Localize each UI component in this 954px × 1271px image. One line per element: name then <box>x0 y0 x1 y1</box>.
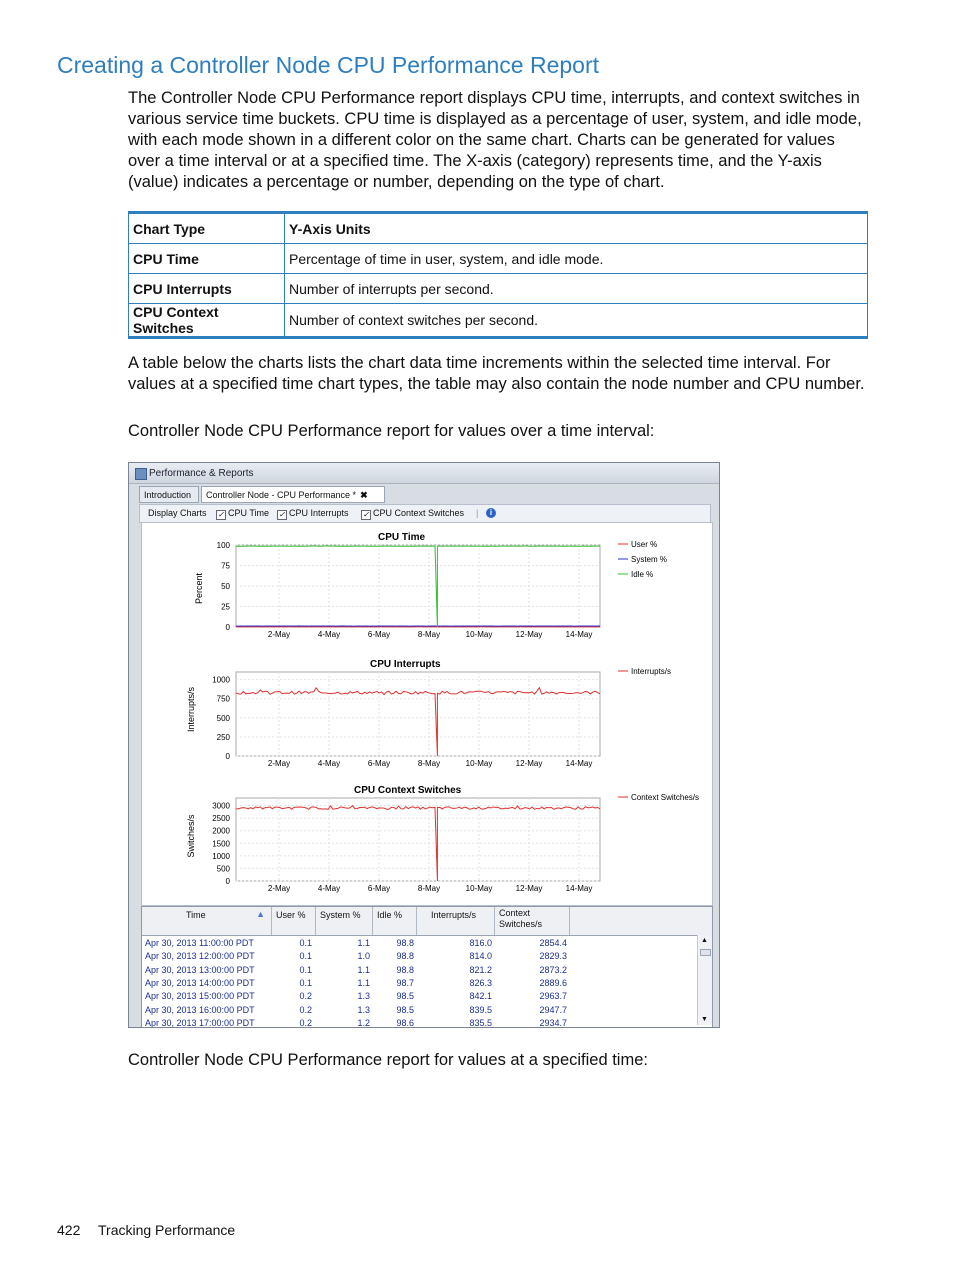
table-cell: Apr 30, 2013 14:00:00 PDT <box>145 977 255 988</box>
table-cell: 98.8 <box>396 951 414 962</box>
table-cell: 835.5 <box>469 1017 492 1028</box>
y-tick-label: 0 <box>225 752 230 761</box>
y-tick-label: 2500 <box>212 814 230 824</box>
scroll-down-icon[interactable]: ▼ <box>701 1016 708 1023</box>
table-cell: Apr 30, 2013 16:00:00 PDT <box>145 1004 255 1015</box>
table-row[interactable] <box>142 937 697 950</box>
table-cell: 842.1 <box>469 991 492 1002</box>
x-tick-label: 12-May <box>515 759 543 768</box>
table-cell: 2947.7 <box>539 1004 567 1015</box>
x-tick-label: 12-May <box>515 630 543 639</box>
x-tick-label: 6-May <box>367 884 391 893</box>
x-tick-label: 8-May <box>417 630 441 639</box>
legend-label: Context Switches/s <box>631 793 700 802</box>
column-label: System % <box>320 910 361 920</box>
table-cell: 98.8 <box>396 938 414 948</box>
table-cell: Apr 30, 2013 17:00:00 PDT <box>145 1017 255 1028</box>
table-cell: 0.2 <box>299 1017 312 1028</box>
tab-controller-node-cpu[interactable] <box>201 486 385 503</box>
y-tick-label: 500 <box>216 864 230 874</box>
checkbox-label: CPU Context Switches <box>373 508 465 518</box>
column-context-switches[interactable] <box>495 907 570 935</box>
table-row[interactable] <box>142 1017 697 1028</box>
table-cell: Apr 30, 2013 13:00:00 PDT <box>145 964 255 975</box>
table-row[interactable] <box>142 990 697 1003</box>
intro-paragraph: The Controller Node CPU Performance report displays CPU time, interrupts, and context switches in various service time buckets. CPU time is displayed as a percentage of user, system, and idle mode, with each mode shown in a different color on the same chart. Charts can be generated for values over a time interval or at a specified time. The X-axis (category) represents time, and the Y-axis (value) indicates a percentage or number, depending on the type of chart. <box>128 89 862 191</box>
column-label: User % <box>276 910 306 920</box>
cpu-interrupts-checkbox[interactable] <box>277 505 349 522</box>
table-cell: Apr 30, 2013 12:00:00 PDT <box>145 951 255 962</box>
x-tick-label: 10-May <box>465 630 493 639</box>
table-cell: 0.1 <box>299 977 312 988</box>
checkbox-label: CPU Interrupts <box>289 508 349 518</box>
column-label: Idle % <box>377 910 403 920</box>
page-footer <box>57 1222 235 1238</box>
table-header-row <box>129 213 868 244</box>
sort-ascending-icon: ▲ <box>256 909 265 919</box>
column-user[interactable] <box>272 907 316 935</box>
x-tick-label: 14-May <box>565 884 593 893</box>
y-tick-label: 1000 <box>212 675 230 685</box>
performance-report-screenshot <box>128 462 720 1028</box>
column-label: Context Switches/s <box>499 908 543 929</box>
scrollbar-thumb[interactable] <box>700 949 711 956</box>
y-tick-label: 1000 <box>212 851 230 861</box>
table-cell: 1.1 <box>357 964 370 975</box>
table-cell: 1.2 <box>357 1017 370 1028</box>
table-cell: 0.1 <box>299 964 312 975</box>
charts-panel <box>141 522 713 906</box>
y-axis-units-table <box>128 211 868 339</box>
table-cell: 814.0 <box>469 951 492 962</box>
x-tick-label: 14-May <box>565 630 593 639</box>
data-table <box>141 906 713 1028</box>
section-heading: Creating a Controller Node CPU Performance Report <box>57 52 600 78</box>
x-tick-label: 8-May <box>417 884 441 893</box>
y-axis-label: Interrupts/s <box>186 686 196 732</box>
legend-label: Interrupts/s <box>631 667 672 676</box>
tab-label: Introduction <box>144 490 192 500</box>
table-cell: Apr 30, 2013 11:00:00 PDT <box>145 938 254 948</box>
x-tick-label: 2-May <box>267 630 291 639</box>
table-cell: 2854.4 <box>539 938 567 948</box>
scroll-up-icon[interactable]: ▲ <box>701 937 708 944</box>
y-axis-label: Switches/s <box>186 814 196 858</box>
table-cell: 98.6 <box>396 1017 414 1028</box>
interval-caption: Controller Node CPU Performance report for values over a time interval: <box>128 422 655 440</box>
y-tick-label: 0 <box>225 623 230 632</box>
table-cell: 98.5 <box>396 1004 414 1015</box>
cpu-context-switches-checkbox[interactable] <box>361 505 464 522</box>
x-tick-label: 4-May <box>317 630 341 639</box>
checkbox-checked-icon: ✓ <box>362 510 370 519</box>
x-tick-label: 2-May <box>267 884 291 893</box>
charts-svg <box>142 523 712 905</box>
column-system[interactable] <box>316 907 373 935</box>
x-tick-label: 14-May <box>565 759 593 768</box>
page-number: 422 <box>57 1222 81 1238</box>
y-tick-label: 750 <box>216 694 230 704</box>
y-tick-label: 25 <box>221 602 230 612</box>
y-tick-label: 1500 <box>212 839 230 849</box>
checkbox-label: CPU Time <box>228 508 270 518</box>
table-cell: 0.2 <box>299 991 312 1002</box>
x-tick-label: 8-May <box>417 759 441 768</box>
table-row <box>129 244 868 274</box>
legend-label: System % <box>631 555 668 564</box>
x-tick-label: 2-May <box>267 759 291 768</box>
vertical-scrollbar[interactable] <box>697 935 712 1025</box>
table-cell: 2934.7 <box>539 1017 567 1028</box>
table-cell: 821.2 <box>469 964 492 975</box>
table-cell: 1.1 <box>357 977 370 988</box>
legend-label: Idle % <box>631 570 654 579</box>
x-tick-label: 4-May <box>317 759 341 768</box>
column-interrupts[interactable] <box>417 907 495 935</box>
chart-title: CPU Interrupts <box>370 659 441 670</box>
y-tick-label: 500 <box>216 713 230 723</box>
window-title: Performance & Reports <box>149 468 254 479</box>
close-icon[interactable]: ✖ <box>360 490 368 500</box>
data-table-header <box>142 907 712 936</box>
chart-title: CPU Time <box>378 532 426 543</box>
table-cell: 2889.6 <box>539 977 567 988</box>
table-cell: 816.0 <box>469 938 492 948</box>
toolbar-separator: | <box>476 508 479 518</box>
table-cell: 0.1 <box>299 938 312 948</box>
window-titlebar <box>129 463 719 484</box>
column-label: Interrupts/s <box>431 910 477 920</box>
table-row[interactable] <box>142 950 697 963</box>
table-row[interactable] <box>142 1004 697 1017</box>
table-row[interactable] <box>142 964 697 977</box>
tab-bar <box>139 486 711 504</box>
x-tick-label: 4-May <box>317 884 341 893</box>
specified-time-caption: Controller Node CPU Performance report for values at a specified time: <box>128 1051 648 1069</box>
table-cell: 2963.7 <box>539 991 567 1002</box>
table-cell: 98.8 <box>396 964 414 975</box>
table-cell: 839.5 <box>469 1004 492 1015</box>
footer-section-title: Tracking Performance <box>98 1222 236 1238</box>
x-tick-label: 10-May <box>465 759 493 768</box>
y-tick-label: 100 <box>216 541 230 550</box>
x-tick-label: 6-May <box>367 630 391 639</box>
column-time[interactable] <box>142 907 272 935</box>
units-cell: Number of context switches per second. <box>285 304 868 338</box>
table-cell: 1.1 <box>357 938 370 948</box>
table-description-paragraph: A table below the charts lists the chart data time increments within the selected time interval. For values at a specified time chart types, the table may also contain the node number and CPU number. <box>128 354 865 393</box>
x-tick-label: 6-May <box>367 759 391 768</box>
table-cell: Apr 30, 2013 15:00:00 PDT <box>145 991 255 1002</box>
table-cell: 98.7 <box>396 977 414 988</box>
y-tick-label: 3000 <box>212 801 230 811</box>
header-y-axis-units: Y-Axis Units <box>285 213 868 244</box>
plot-area <box>236 672 600 756</box>
checkbox-checked-icon: ✓ <box>217 510 225 519</box>
x-tick-label: 10-May <box>465 884 493 893</box>
legend-label: User % <box>631 540 658 549</box>
table-cell: 2829.3 <box>539 951 567 962</box>
units-cell: Number of interrupts per second. <box>285 274 868 304</box>
y-tick-label: 2000 <box>212 826 230 836</box>
checkbox-checked-icon: ✓ <box>278 510 286 519</box>
table-row <box>129 304 868 338</box>
cpu-time-checkbox[interactable] <box>216 505 269 522</box>
chart-type-cell: CPU Interrupts <box>129 274 285 304</box>
table-cell: 1.0 <box>357 951 370 962</box>
units-cell: Percentage of time in user, system, and idle mode. <box>285 244 868 274</box>
table-cell: 2873.2 <box>539 964 567 975</box>
header-chart-type: Chart Type <box>129 213 285 244</box>
table-row[interactable] <box>142 977 697 990</box>
table-cell: 1.3 <box>357 1004 370 1015</box>
table-cell: 0.2 <box>299 1004 312 1015</box>
info-icon[interactable]: i <box>486 508 496 518</box>
y-tick-label: 75 <box>221 561 230 571</box>
y-tick-label: 0 <box>225 877 230 886</box>
table-row <box>129 274 868 304</box>
tab-introduction[interactable] <box>139 486 199 503</box>
chart-title: CPU Context Switches <box>354 785 462 796</box>
chart-type-cell: CPU Time <box>129 244 285 274</box>
tab-label: Controller Node - CPU Performance * <box>206 490 357 500</box>
table-cell: 1.3 <box>357 991 370 1002</box>
y-axis-label: Percent <box>194 572 204 604</box>
column-idle[interactable] <box>373 907 417 935</box>
y-tick-label: 50 <box>221 582 230 591</box>
display-charts-label: Display Charts <box>148 508 207 518</box>
table-cell: 826.3 <box>469 977 492 988</box>
chart-app-icon <box>135 468 147 480</box>
chart-type-cell: CPU Context Switches <box>129 304 285 338</box>
x-tick-label: 12-May <box>515 884 543 893</box>
table-cell: 98.5 <box>396 991 414 1002</box>
chart-toolbar <box>139 504 711 523</box>
y-tick-label: 250 <box>216 732 230 742</box>
table-cell: 0.1 <box>299 951 312 962</box>
column-label: Time <box>186 910 206 920</box>
